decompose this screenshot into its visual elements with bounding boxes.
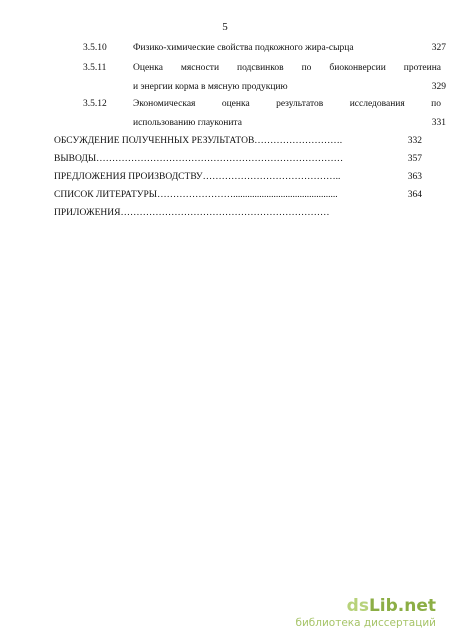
page-ref: 327	[431, 43, 446, 53]
subsection-number: 3.5.11	[83, 63, 107, 73]
page-ref: 331	[431, 118, 446, 128]
subsection-title: Физико-химические свойства подкожного жира-сырца	[133, 43, 354, 53]
toc-entry-references	[54, 190, 422, 201]
entry-title: ПРЕДЛОЖЕНИЯ ПРОИЗВОДСТВУ……………………………………..	[54, 172, 341, 182]
page-ref: 332	[407, 136, 422, 146]
toc-entry-discussion	[54, 136, 422, 147]
toc-entry-appendices	[54, 209, 329, 219]
subsection-number: 3.5.10	[83, 43, 107, 53]
subsection-title: Экономическая оценка результатов исследования по	[133, 99, 441, 109]
watermark	[295, 598, 436, 629]
subsection-number: 3.5.12	[83, 99, 107, 109]
entry-title: ОБСУЖДЕНИЕ ПОЛУЧЕННЫХ РЕЗУЛЬТАТОВ……………………….	[54, 136, 343, 146]
entry-title: ВЫВОДЫ……………………………………………………………………	[54, 154, 344, 164]
page-number: 5	[222, 21, 228, 33]
toc-entry-conclusions	[54, 154, 422, 165]
subsection-title-cont: и энергии корма в мясную продукцию	[133, 82, 288, 92]
toc-entry-proposals	[54, 172, 422, 183]
subsection-title: Оценка мясности подсвинков по биоконверсии протеина	[133, 63, 441, 73]
page-ref: 329	[431, 82, 446, 92]
page-ref: 357	[407, 154, 422, 164]
page-ref: 363	[407, 172, 422, 182]
subsection-title-cont: использованию глауконита	[133, 118, 242, 128]
page-ref: 364	[407, 190, 422, 200]
dslib-logo: dsLib.net	[346, 596, 436, 616]
entry-title: ПРИЛОЖЕНИЯ…………………………………………………………	[54, 208, 330, 218]
entry-title: СПИСОК ЛИТЕРАТУРЫ……………………............................................	[54, 190, 338, 200]
watermark-tagline: библиотека диссертаций	[295, 617, 436, 629]
